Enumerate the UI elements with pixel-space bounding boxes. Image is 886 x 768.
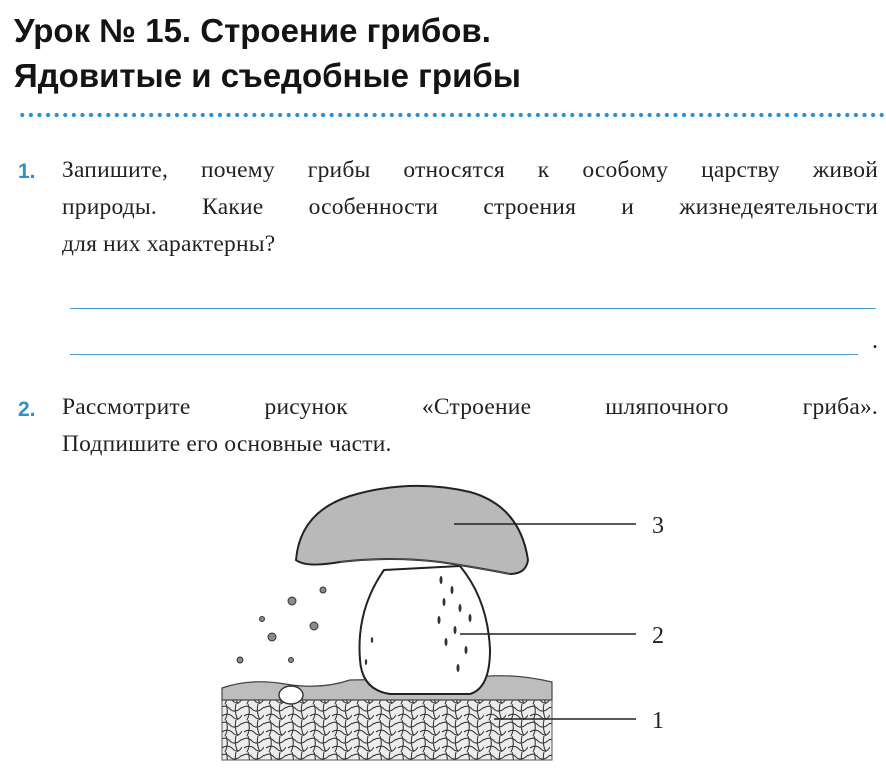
spore-germ xyxy=(279,686,303,704)
task-1-line: для них характерны? xyxy=(62,231,276,257)
task-2-line: Подпишите его основные части. xyxy=(62,431,392,457)
task-2-text xyxy=(62,389,878,463)
task-1-text xyxy=(62,152,878,263)
mushroom-stem xyxy=(360,566,491,694)
label-mycelium: 1 xyxy=(652,708,664,734)
answer-line[interactable] xyxy=(70,354,858,355)
task-1-line: природы. Какие особенности строения и жизнедеятельности xyxy=(62,194,878,220)
task-1-number: 1. xyxy=(18,160,36,183)
task-2-line: Рассмотрите рисунок «Строение шляпочного гриба». xyxy=(62,394,878,420)
label-stem: 2 xyxy=(652,623,664,649)
dotted-divider xyxy=(18,112,886,118)
mushroom-cap xyxy=(296,486,528,574)
answer-end-period: . xyxy=(872,328,878,354)
lesson-title-line-1: Урок № 15. Строение грибов. xyxy=(14,12,491,49)
lesson-title-line-2: Ядовитые и съедобные грибы xyxy=(14,57,521,94)
task-1-line: Запишите, почему грибы относятся к особому царству живой xyxy=(62,157,878,183)
task-2-number: 2. xyxy=(18,398,36,421)
label-cap: 3 xyxy=(652,513,664,539)
lesson-title xyxy=(14,8,884,98)
answer-line[interactable] xyxy=(70,308,876,309)
mushroom-structure-figure xyxy=(0,470,886,768)
spores xyxy=(237,587,326,663)
